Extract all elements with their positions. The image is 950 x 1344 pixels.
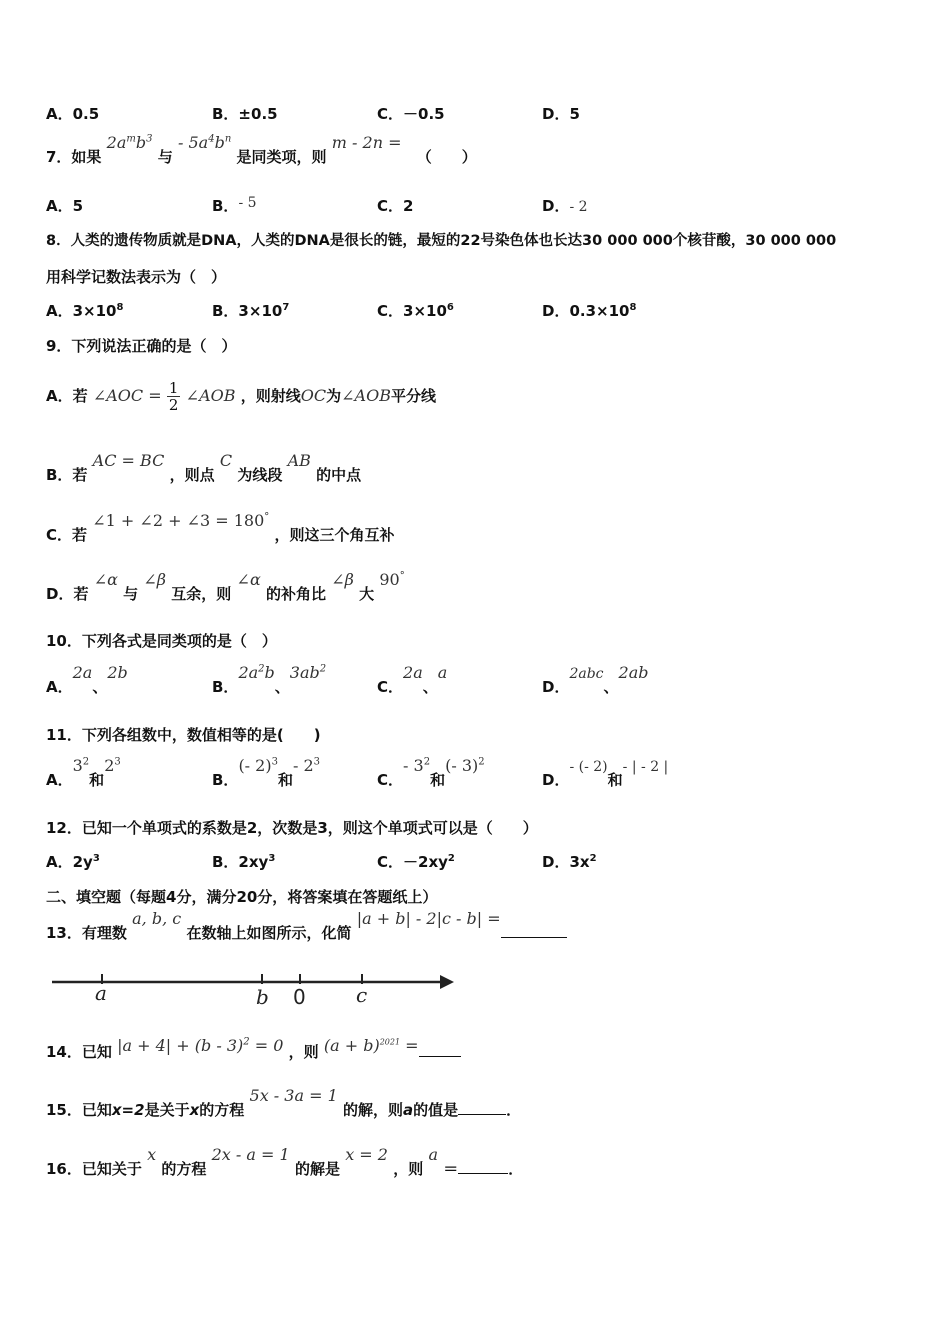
q8-option-b: B．$3\times 10^7$ <box>212 302 290 320</box>
q7-option-b: B．- 5 <box>212 195 257 215</box>
q12-option-a: A．$2y^3$ <box>46 853 100 871</box>
q7-mid: 是同类项，则 <box>236 148 327 166</box>
label-a: a <box>95 981 107 1005</box>
q7-expr3: m - 2n = <box>331 133 402 152</box>
q12-option-b: B．$2xy^3$ <box>212 853 276 871</box>
q13-answer-blank[interactable] <box>501 923 567 938</box>
q9-option-b: B．若 AC = BC ，则点 C 为线段 AB 的中点 <box>46 451 362 484</box>
q9-option-a: A．若 ∠AOC = $\frac{1}{2}$ ∠AOB ，则射线OC为∠AOB平分线 <box>46 379 436 414</box>
label-b: b <box>256 985 269 1008</box>
q10-option-c: C．2a、a <box>377 663 448 696</box>
q9-stem: 9．下列说法正确的是（ ） <box>46 337 237 355</box>
q7-option-d: D．- 2 <box>542 197 588 215</box>
q11-stem: 11．下列各组数中，数值相等的是( ) <box>46 726 321 744</box>
q8-line1: 8．人类的遗传物质就是DNA，人类的DNA是很长的链，最短的22号染色体也长达30 000 000个核苷酸，30 000 000 <box>46 233 837 249</box>
q9-fraction: $\frac{1}{2}$ <box>168 379 179 414</box>
q11-option-a: A．$3^2$和$2^3$ <box>46 756 121 789</box>
q11-option-d: D．- (- 2)和- | - 2 | <box>542 759 669 789</box>
q12-option-c: C．$-2xy^2$ <box>377 853 455 871</box>
section-2-heading: 二、填空题（每题4分，满分20分，将答案填在答题纸上） <box>46 888 438 906</box>
question-16: 16．已知关于 x 的方程 2x - a = 1 的解是 x = 2 ，则 a ＝ ． <box>46 1145 524 1178</box>
q6-option-d: D．5 <box>542 105 580 123</box>
q6-option-c: C．－0.5 <box>377 105 445 123</box>
q9-option-d: D．若 ∠α 与 ∠β 互余，则 ∠α 的补角比 ∠β 大 90° <box>46 570 405 603</box>
q9-option-c: C．若 ∠1 + ∠2 + ∠3 = 180° ，则这三个角互补 <box>46 511 395 544</box>
q7-bracket: （ ） <box>416 148 477 166</box>
q15-answer-blank[interactable] <box>458 1100 506 1115</box>
q7-option-a: A．5 <box>46 197 84 215</box>
q7-number: 7．如果 <box>46 148 102 166</box>
q8-option-a: A．$3\times 10^8$ <box>46 302 124 320</box>
number-line-arrow <box>440 975 454 989</box>
q10-stem: 10．下列各式是同类项的是（ ） <box>46 632 277 650</box>
q7-option-c: C．2 <box>377 197 414 215</box>
q7-expr1: $2a^mb^3$ <box>106 133 153 152</box>
q14-answer-blank[interactable] <box>419 1042 461 1057</box>
q8-line2: 用科学记数法表示为（ ） <box>46 268 227 286</box>
question-15: 15．已知x=2是关于x的方程 5x - 3a = 1 的解，则a的值是 ． <box>46 1086 522 1119</box>
q10-option-d: D．2abc、2ab <box>542 663 649 696</box>
q12-option-d: D．$3x^2$ <box>542 853 597 871</box>
q7-with: 与 <box>157 148 173 166</box>
question-7 <box>46 133 477 167</box>
q16-answer-blank[interactable] <box>458 1159 508 1174</box>
q11-option-b: B．(- 2)$^3$和- $2^3$ <box>212 756 321 789</box>
q6-option-b: B．±0.5 <box>212 105 278 123</box>
label-c: c <box>356 983 368 1007</box>
number-line <box>50 962 460 1008</box>
q11-option-c: C．- $3^2$和(- 3)$^2$ <box>377 756 485 789</box>
question-13: 13．有理数 a, b, c 在数轴上如图所示，化简 |a + b| - 2|c - b| = <box>46 922 567 943</box>
q6-option-a: A．0.5 <box>46 105 100 123</box>
q8-option-d: D．$0.3\times 10^8$ <box>542 302 637 320</box>
question-14: 14．已知 |a + 4| + (b - 3)$^2$ = 0 ，则 $(a + b)^{2021}$ = <box>46 1041 461 1062</box>
q12-stem: 12．已知一个单项式的系数是2，次数是3，则这个单项式可以是（ ） <box>46 819 538 837</box>
q10-option-a: A．2a、2b <box>46 663 128 696</box>
q7-expr2: - $5a^4b^n$ <box>177 133 232 152</box>
q10-option-b: B．$2a^2b$、$3ab^2$ <box>212 663 327 696</box>
q8-option-c: C．$3\times 10^6$ <box>377 302 454 320</box>
label-zero: 0 <box>293 985 306 1008</box>
